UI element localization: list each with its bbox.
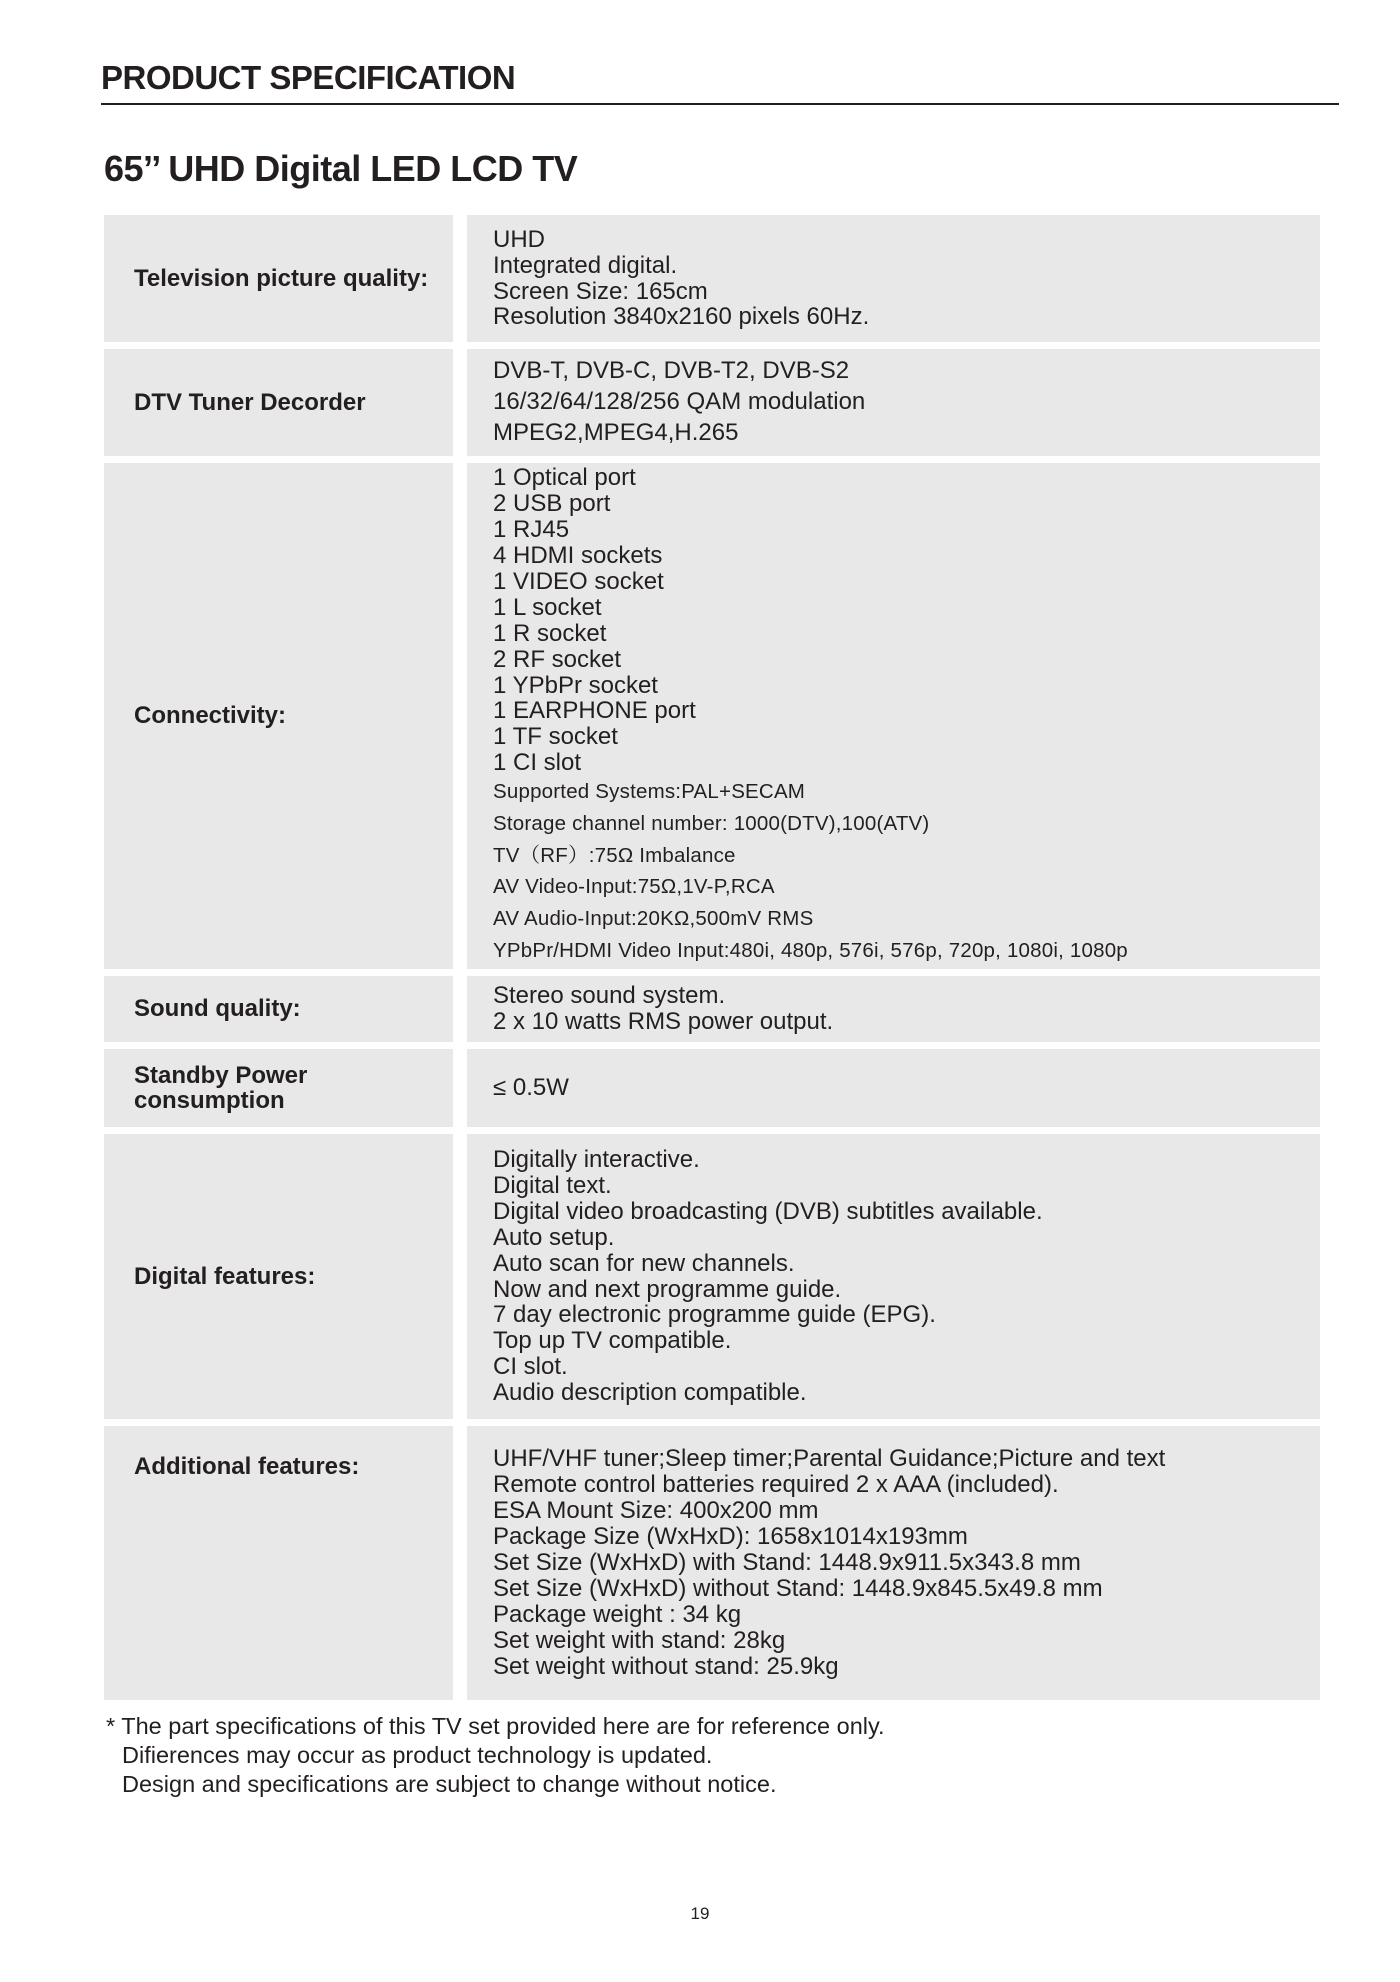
- spec-line: Integrated digital.: [493, 251, 678, 279]
- spec-line: UHF/VHF tuner;Sleep timer;Parental Guidance;Picture and text: [493, 1445, 1166, 1473]
- spec-value: [467, 1426, 1320, 1700]
- spec-value: [467, 976, 1320, 1042]
- spec-line: 2 RF socket: [493, 645, 622, 673]
- spec-line: Package Size (WxHxD): 1658x1014x193mm: [493, 1523, 968, 1551]
- section-title: PRODUCT SPECIFICATION: [101, 59, 516, 96]
- spec-row-sound-quality: [104, 976, 1320, 1042]
- spec-line: ≤ 0.5W: [493, 1074, 569, 1102]
- spec-row-standby-power: [104, 1049, 1320, 1127]
- spec-line: CI slot.: [493, 1353, 568, 1381]
- spec-label: [104, 1049, 453, 1127]
- spec-row-additional-features: [104, 1426, 1320, 1700]
- spec-line: YPbPr/HDMI Video Input:480i, 480p, 576i, 576p, 720p, 1080i, 1080p: [493, 938, 1128, 962]
- spec-line: Package weight : 34 kg: [493, 1600, 742, 1628]
- spec-line: 1 RJ45: [493, 516, 570, 544]
- spec-row-dtv-tuner: [104, 349, 1320, 456]
- spec-label: Television picture quality:: [104, 215, 453, 342]
- spec-line: AV Audio-Input:20KΩ,500mV RMS: [493, 907, 814, 931]
- spec-label-line: Standby Power: [134, 1061, 308, 1089]
- spec-line: Top up TV compatible.: [493, 1327, 732, 1355]
- spec-line: 16/32/64/128/256 QAM modulation: [493, 388, 866, 416]
- spec-row-picture-quality: [104, 215, 1320, 342]
- spec-line: 1 CI slot: [493, 749, 582, 777]
- footnote-line: Diﬁerences may occur as product technology is updated.: [122, 1741, 713, 1768]
- footnote-line: Design and specifications are subject to change without notice.: [122, 1770, 777, 1797]
- page-number: 19: [690, 1904, 710, 1923]
- spec-line: ESA Mount Size: 400x200 mm: [493, 1497, 819, 1525]
- spec-line: 4 HDMI sockets: [493, 541, 663, 569]
- spec-line: 7 day electronic programme guide (EPG).: [493, 1301, 936, 1329]
- spec-label: Digital features:: [104, 1134, 453, 1419]
- spec-line: 1 VIDEO socket: [493, 567, 664, 595]
- spec-line: 1 EARPHONE port: [493, 697, 696, 725]
- spec-line: Remote control batteries required 2 x AAA (included).: [493, 1471, 1059, 1499]
- spec-line: Screen Size: 165cm: [493, 277, 708, 305]
- footnote: [106, 1712, 885, 1799]
- section-header: [101, 58, 1339, 105]
- spec-line: MPEG2,MPEG4,H.265: [493, 418, 739, 446]
- spec-line: Set weight without stand: 25.9kg: [493, 1652, 839, 1680]
- spec-line: Auto scan for new channels.: [493, 1249, 795, 1277]
- spec-label-line: consumption: [134, 1087, 285, 1114]
- spec-line: 1 YPbPr socket: [493, 671, 658, 699]
- product-title: 65’’ UHD Digital LED LCD TV: [104, 148, 578, 189]
- spec-value: [467, 215, 1320, 342]
- spec-value: [467, 1049, 1320, 1127]
- spec-label: Connectivity:: [104, 463, 453, 969]
- spec-line: Set Size (WxHxD) with Stand: 1448.9x911.5x343.8 mm: [493, 1549, 1081, 1577]
- spec-line: Stereo sound system.: [493, 982, 726, 1010]
- spec-line: 1 R socket: [493, 619, 607, 647]
- spec-line: Auto setup.: [493, 1223, 615, 1251]
- spec-line: UHD: [493, 225, 545, 253]
- spec-line: Now and next programme guide.: [493, 1275, 842, 1303]
- spec-line: Resolution 3840x2160 pixels 60Hz.: [493, 303, 870, 331]
- spec-line: Digitally interactive.: [493, 1145, 700, 1173]
- spec-table: [104, 215, 1320, 1700]
- spec-value: [467, 1134, 1320, 1419]
- spec-line: Digital video broadcasting (DVB) subtitles available.: [493, 1197, 1043, 1225]
- spec-line: 1 TF socket: [493, 723, 618, 751]
- spec-line: Set Size (WxHxD) without Stand: 1448.9x845.5x49.8 mm: [493, 1574, 1103, 1602]
- spec-row-digital-features: [104, 1134, 1320, 1419]
- footnote-line: * The part specifications of this TV set provided here are for reference only.: [106, 1713, 885, 1739]
- spec-line: TV（RF）:75Ω Imbalance: [493, 843, 736, 867]
- spec-line: AV Video-Input:75Ω,1V-P,RCA: [493, 875, 775, 899]
- spec-label: Additional features:: [104, 1426, 453, 1700]
- spec-label: Sound quality:: [104, 976, 453, 1042]
- spec-line: 2 USB port: [493, 490, 611, 518]
- spec-line: 1 Optical port: [493, 464, 636, 492]
- spec-line: Storage channel number: 1000(DTV),100(ATV): [493, 811, 930, 835]
- spec-line: 2 x 10 watts RMS power output.: [493, 1008, 834, 1035]
- spec-value: [467, 463, 1320, 969]
- spec-line: Digital text.: [493, 1171, 612, 1199]
- spec-line: 1 L socket: [493, 593, 602, 621]
- spec-value: [467, 349, 1320, 456]
- spec-row-connectivity: [104, 463, 1320, 969]
- spec-line: Audio description compatible.: [493, 1379, 807, 1407]
- spec-line: Supported Systems:PAL+SECAM: [493, 780, 806, 804]
- spec-label: DTV Tuner Decorder: [104, 349, 453, 456]
- spec-line: DVB-T, DVB-C, DVB-T2, DVB-S2: [493, 357, 850, 385]
- spec-line: Set weight with stand: 28kg: [493, 1626, 786, 1654]
